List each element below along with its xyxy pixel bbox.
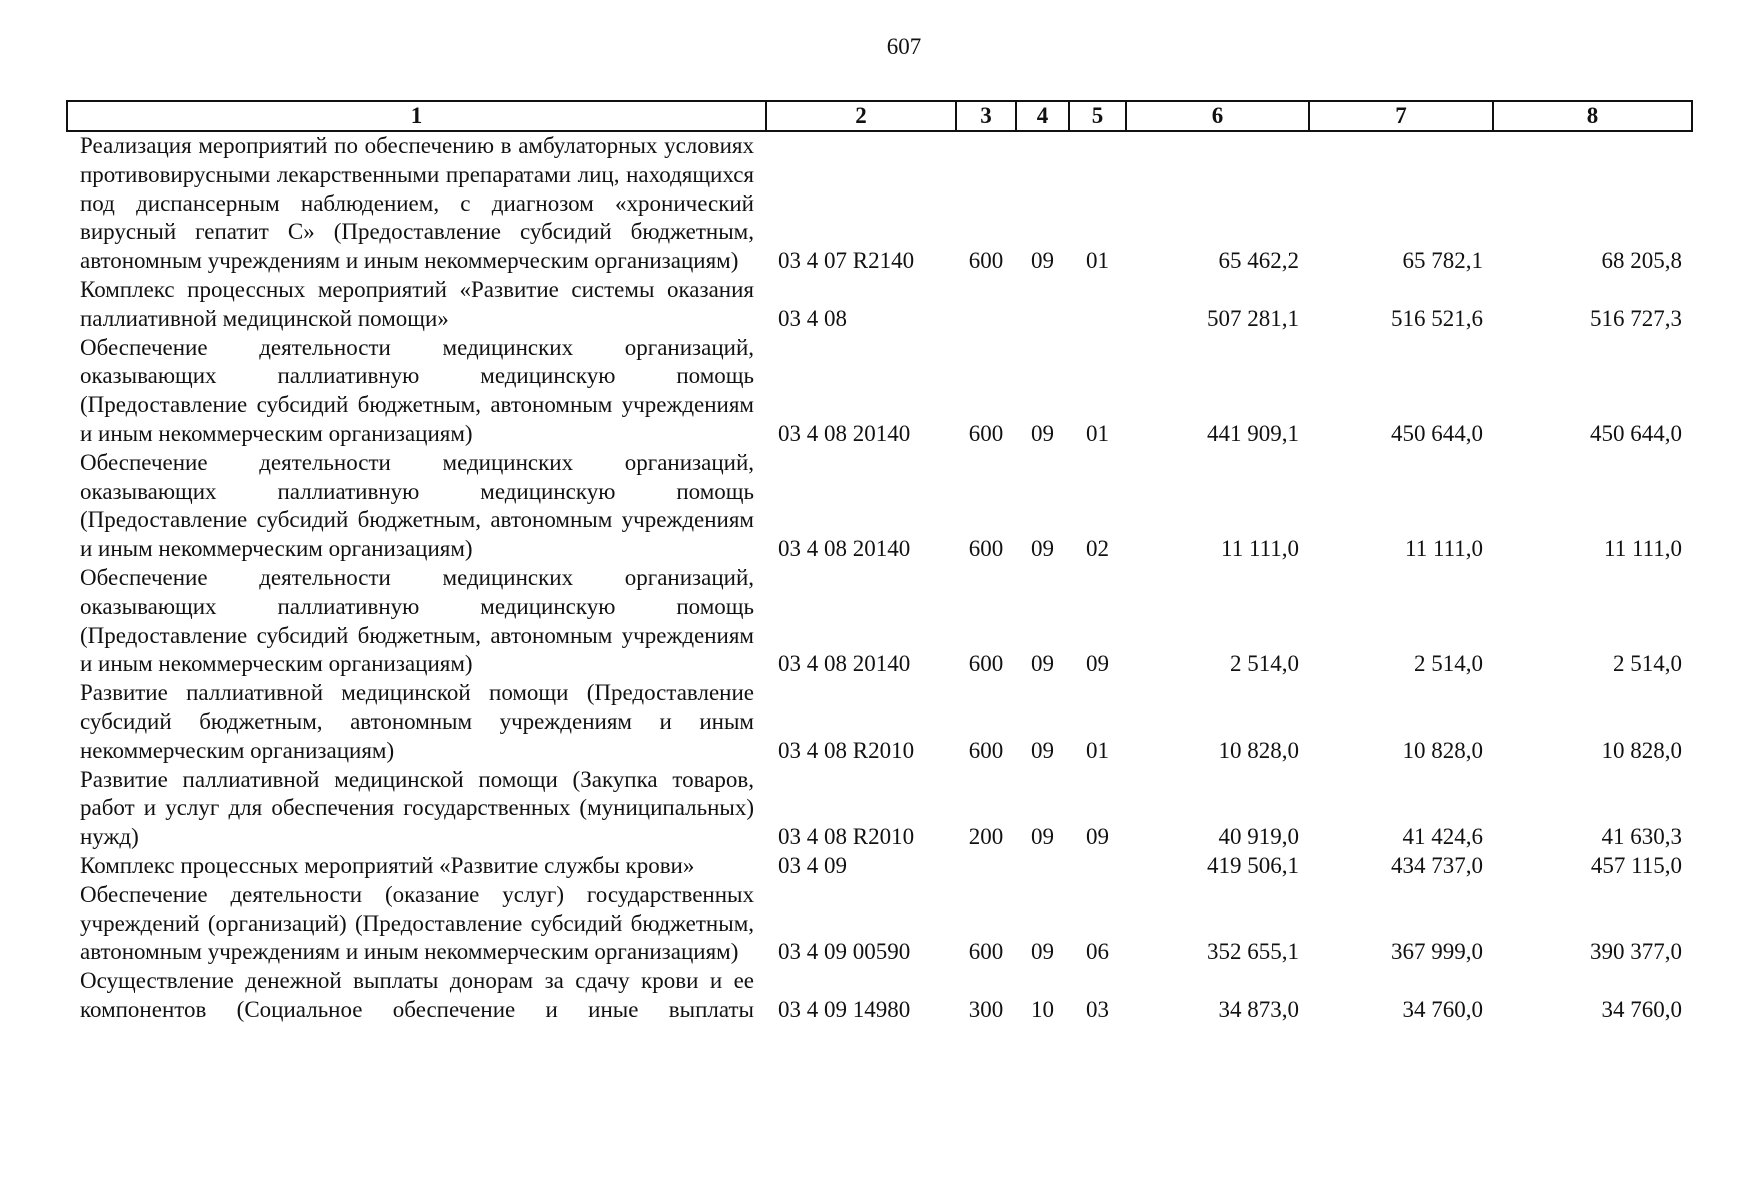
header-row bbox=[67, 101, 1692, 131]
row-expense-type: 200 bbox=[968, 824, 1004, 850]
table-row bbox=[67, 131, 1692, 276]
row-description: Осуществление денежной выплаты донорам за сдачу крови и ее компонентов (Социальное обеспечение и иные выплаты bbox=[80, 968, 754, 1022]
row-value-col8: 34 760,0 bbox=[1601, 996, 1682, 1022]
row-subsection: 06 bbox=[1086, 939, 1109, 965]
row-value-col7: 11 111,0 bbox=[1405, 536, 1483, 562]
row-expense-type bbox=[956, 852, 1016, 881]
table-row bbox=[67, 276, 1692, 334]
row-description: Комплекс процессных мероприятий «Развитие службы крови» bbox=[80, 852, 695, 878]
row-value-col6: 441 909,1 bbox=[1207, 420, 1299, 446]
row-expense-type bbox=[956, 276, 1016, 334]
row-section: 09 bbox=[1031, 824, 1054, 850]
row-value-col7: 516 521,6 bbox=[1391, 305, 1483, 331]
row-section: 09 bbox=[1031, 536, 1054, 562]
row-code: 03 4 08 R2010 bbox=[778, 824, 915, 850]
column-header: 5 bbox=[1069, 101, 1126, 131]
row-value-col6: 11 111,0 bbox=[1221, 536, 1299, 562]
table-row bbox=[67, 766, 1692, 852]
row-value-col8: 450 644,0 bbox=[1590, 420, 1682, 446]
row-description: Обеспечение деятельности медицинских организаций, оказывающих паллиативную медицинскую помощь (Предоставление субсидий бюджетным, автономным учреждениям и иным некоммерческим организациям) bbox=[80, 449, 754, 562]
row-value-col7: 450 644,0 bbox=[1391, 420, 1483, 446]
row-value-col6: 419 506,1 bbox=[1207, 852, 1299, 878]
row-value-col7: 367 999,0 bbox=[1391, 939, 1483, 965]
row-expense-type: 600 bbox=[968, 651, 1004, 677]
row-value-col7: 41 424,6 bbox=[1402, 824, 1483, 850]
row-expense-type: 600 bbox=[968, 737, 1004, 763]
row-value-col8: 516 727,3 bbox=[1590, 305, 1682, 331]
row-value-col8: 41 630,3 bbox=[1601, 824, 1682, 850]
table-row bbox=[67, 881, 1692, 967]
row-subsection: 09 bbox=[1086, 651, 1109, 677]
column-header: 8 bbox=[1493, 101, 1692, 131]
column-header: 7 bbox=[1309, 101, 1493, 131]
table-row bbox=[67, 449, 1692, 564]
row-value-col7: 434 737,0 bbox=[1391, 852, 1483, 878]
row-expense-type: 600 bbox=[968, 536, 1004, 562]
row-subsection: 03 bbox=[1086, 996, 1109, 1022]
row-value-col8: 457 115,0 bbox=[1590, 852, 1682, 878]
table-row bbox=[67, 852, 1692, 881]
row-value-col8: 68 205,8 bbox=[1601, 248, 1682, 274]
row-section: 09 bbox=[1031, 248, 1054, 274]
table-row bbox=[67, 334, 1692, 449]
row-description: Развитие паллиативной медицинской помощи (Закупка товаров, работ и услуг для обеспечения государственных (муниципальных) нужд) bbox=[80, 766, 754, 850]
row-subsection bbox=[1069, 852, 1126, 881]
table-row bbox=[67, 967, 1692, 1025]
row-value-col7: 65 782,1 bbox=[1402, 248, 1483, 274]
table-row bbox=[67, 679, 1692, 765]
row-value-col6: 10 828,0 bbox=[1218, 737, 1299, 763]
row-section: 10 bbox=[1031, 996, 1054, 1022]
row-section: 09 bbox=[1031, 939, 1054, 965]
row-subsection: 01 bbox=[1086, 420, 1109, 446]
row-expense-type: 600 bbox=[968, 248, 1004, 274]
row-description: Обеспечение деятельности (оказание услуг) государственных учреждений (организаций) (Предоставление субсидий бюджетным, автономным учреждениям и иным некоммерческим организациям) bbox=[80, 881, 754, 965]
row-subsection: 02 bbox=[1086, 536, 1109, 562]
row-code: 03 4 08 20140 bbox=[778, 420, 911, 446]
row-expense-type: 600 bbox=[968, 939, 1004, 965]
row-description: Обеспечение деятельности медицинских организаций, оказывающих паллиативную медицинскую помощь (Предоставление субсидий бюджетным, автономным учреждениям и иным некоммерческим организациям) bbox=[80, 334, 754, 446]
row-code: 03 4 07 R2140 bbox=[778, 248, 915, 274]
row-description: Обеспечение деятельности медицинских организаций, оказывающих паллиативную медицинскую помощь (Предоставление субсидий бюджетным, автономным учреждениям и иным некоммерческим организациям) bbox=[80, 564, 754, 677]
row-expense-type: 300 bbox=[968, 996, 1004, 1022]
row-code: 03 4 08 bbox=[778, 305, 847, 331]
row-value-col7: 10 828,0 bbox=[1402, 737, 1483, 763]
row-code: 03 4 09 bbox=[778, 852, 847, 878]
row-code: 03 4 08 20140 bbox=[778, 536, 911, 562]
row-section: 09 bbox=[1031, 420, 1054, 446]
row-value-col6: 352 655,1 bbox=[1207, 939, 1299, 965]
row-section: 09 bbox=[1031, 651, 1054, 677]
row-section bbox=[1016, 276, 1069, 334]
row-code: 03 4 09 14980 bbox=[778, 996, 911, 1022]
row-value-col8: 2 514,0 bbox=[1613, 651, 1682, 677]
row-value-col8: 11 111,0 bbox=[1604, 536, 1682, 562]
row-value-col6: 507 281,1 bbox=[1207, 305, 1299, 331]
row-description: Реализация мероприятий по обеспечению в амбулаторных условиях противовирусными лекарственными препаратами лиц, находящихся под диспансерным наблюдением, с диагнозом «хронический вирусный гепатит С» (Предоставление субсидий бюджетным, автономным учреждениям и иным некоммерческим организациям) bbox=[80, 133, 754, 274]
column-header: 1 bbox=[67, 101, 766, 131]
row-value-col6: 65 462,2 bbox=[1218, 248, 1299, 274]
row-code: 03 4 09 00590 bbox=[778, 939, 911, 965]
row-value-col7: 34 760,0 bbox=[1402, 996, 1483, 1022]
column-header: 4 bbox=[1016, 101, 1069, 131]
row-subsection: 01 bbox=[1086, 737, 1109, 763]
row-description: Комплекс процессных мероприятий «Развитие системы оказания паллиативной медицинской помощи» bbox=[80, 276, 754, 331]
column-header: 2 bbox=[766, 101, 956, 131]
row-section: 09 bbox=[1031, 737, 1054, 763]
row-description: Развитие паллиативной медицинской помощи (Предоставление субсидий бюджетным, автономным учреждениям и иным некоммерческим организациям) bbox=[80, 680, 754, 763]
row-subsection bbox=[1069, 276, 1126, 334]
budget-table bbox=[66, 100, 1693, 1025]
row-expense-type: 600 bbox=[968, 420, 1004, 446]
row-value-col8: 10 828,0 bbox=[1601, 737, 1682, 763]
row-section bbox=[1016, 852, 1069, 881]
row-value-col8: 390 377,0 bbox=[1590, 939, 1682, 965]
row-subsection: 01 bbox=[1086, 248, 1109, 274]
row-code: 03 4 08 20140 bbox=[778, 651, 911, 677]
column-header: 6 bbox=[1126, 101, 1309, 131]
row-value-col6: 2 514,0 bbox=[1230, 651, 1299, 677]
table-row bbox=[67, 564, 1692, 679]
page-number: 607 bbox=[886, 34, 922, 59]
row-subsection: 09 bbox=[1086, 824, 1109, 850]
row-value-col6: 34 873,0 bbox=[1218, 996, 1299, 1022]
row-code: 03 4 08 R2010 bbox=[778, 737, 915, 763]
column-header: 3 bbox=[956, 101, 1016, 131]
row-value-col7: 2 514,0 bbox=[1414, 651, 1483, 677]
row-value-col6: 40 919,0 bbox=[1218, 824, 1299, 850]
